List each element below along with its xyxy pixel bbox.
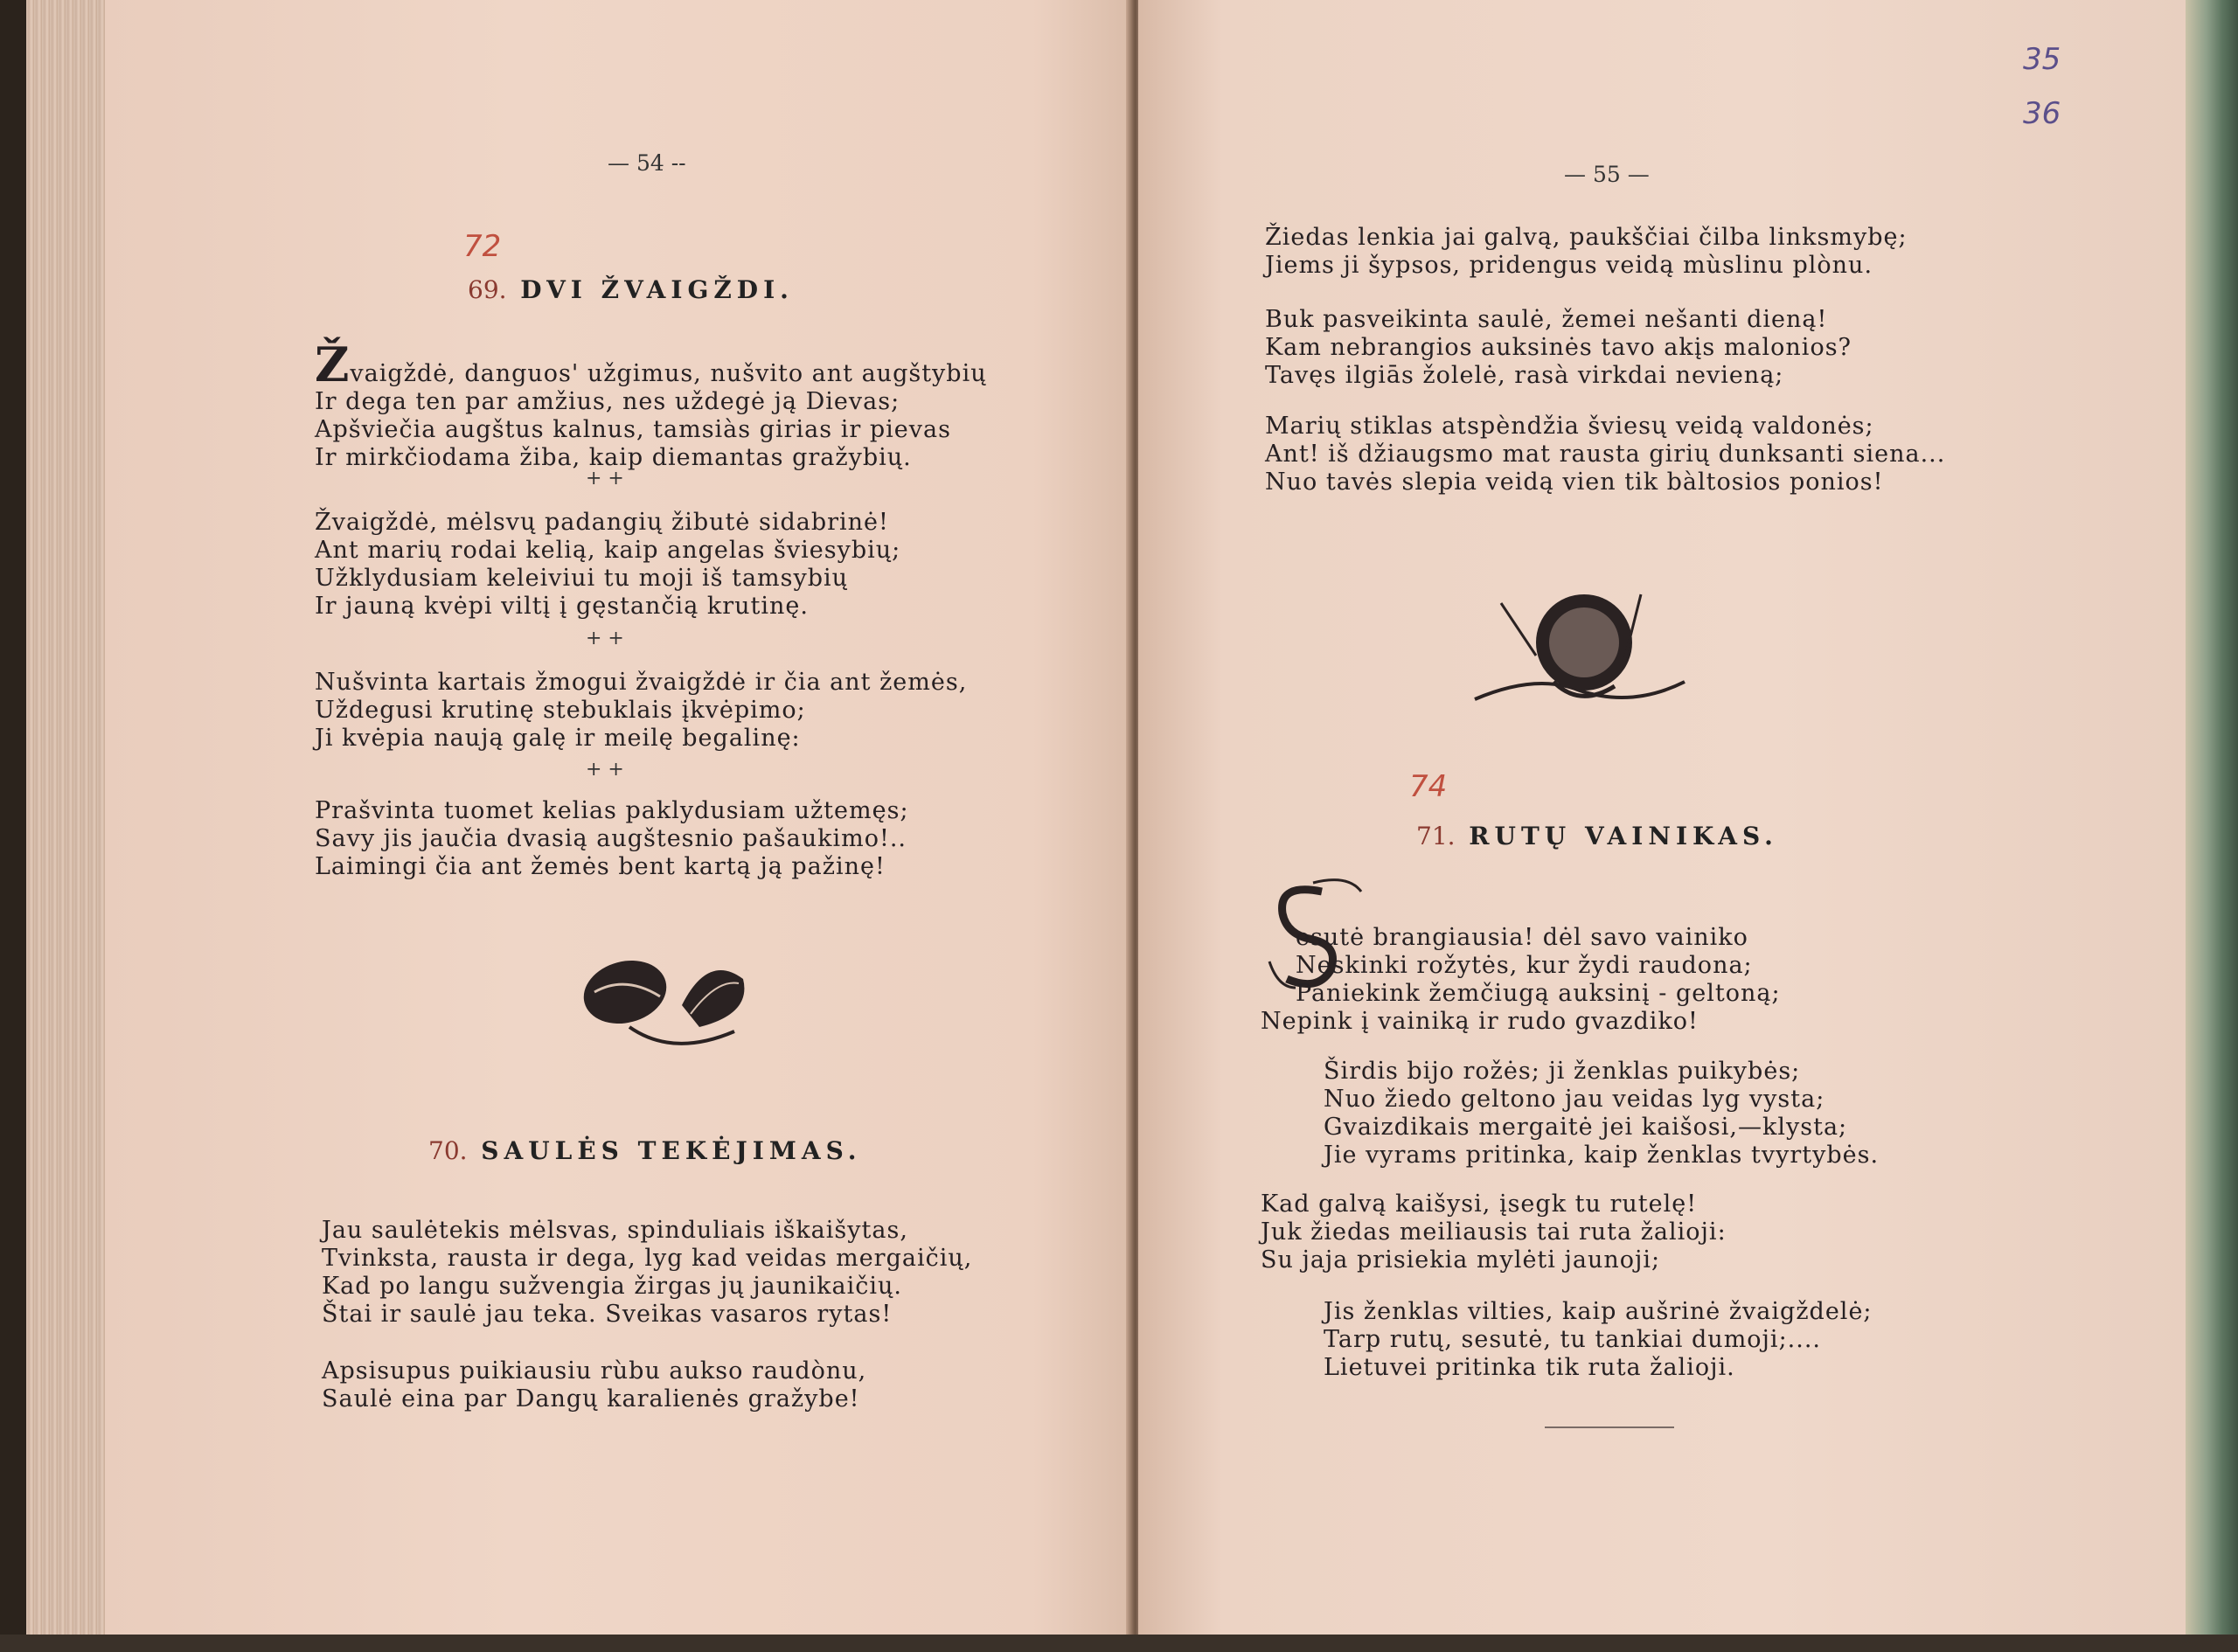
poem-number: 70.	[428, 1136, 468, 1165]
left-page	[105, 0, 1136, 1643]
stanza-line: Tarp rutų, sesutė, tu tankiai dumoji;....	[1324, 1326, 1821, 1353]
stanza-line: Ji kvėpia naują galę ir meilę begalinę:	[315, 725, 801, 752]
poem-title	[468, 275, 794, 304]
stanza	[322, 1217, 972, 1329]
stanza-line: Jie vyrams pritinka, kaip ženklas tvyrtybės.	[1324, 1142, 1880, 1169]
stanza-line: Ant marių rodai kelią, kaip angelas šviesybių;	[315, 537, 901, 564]
pencil-annotation: 74	[1409, 769, 1448, 804]
drop-cap: Ž	[315, 337, 351, 392]
stanza-line: Savy jis jaučia dvasią augštesnio pašaukimo!..	[315, 825, 907, 852]
stanza	[1265, 306, 1852, 390]
right-page	[1138, 0, 2187, 1643]
pencil-annotation: 72	[463, 229, 502, 264]
separator: + +	[586, 468, 624, 489]
stanza	[1265, 413, 1945, 496]
stanza	[315, 669, 967, 753]
separator: + +	[586, 759, 624, 781]
stanza-line: Jau saulėtekis mėlsvas, spinduliais iškaišytas,	[322, 1217, 908, 1244]
stanza-line: Širdis bijo rožės; ji ženklas puikybės;	[1324, 1058, 1801, 1085]
stanza-line: Nuo žiedo geltono jau veidas lyg vysta;	[1324, 1086, 1825, 1113]
stanza	[315, 797, 909, 881]
globe-vignette-icon	[1466, 577, 1693, 717]
stanza-line: Štai ir saulė jau teka. Sveikas vasaros rytas!	[322, 1301, 893, 1328]
stanza-line: Neskinki rožytės, kur žydi raudona;	[1296, 952, 1753, 979]
stanza: Žvaigždė, danguos' užgimus, nušvito ant augštybių Ir dega ten par amžius, nes uždegė ją Dievas; Apšviečia augštus kalnus, tamsiàs girias ir pievas Ir mirkčiodama žiba, kaip diemantas gražybių.	[315, 337, 987, 471]
stanza-line: Tvinksta, rausta ir dega, lyg kad veidas mergaičių,	[322, 1245, 973, 1272]
closing-rule	[1545, 1426, 1674, 1428]
poem-title-text: SAULĖS TEKĖJIMAS.	[481, 1136, 862, 1165]
stanza-line: Laimingi čia ant žemės bent kartą ją pažinę!	[315, 853, 886, 880]
stanza-line: Nepink į vainiką ir rudo gvazdiko!	[1261, 1008, 1699, 1035]
poem-number: 69.	[468, 275, 507, 304]
stanza-line: Jis ženklas vilties, kaip aušrinė žvaigždelė;	[1324, 1298, 1873, 1325]
poem-title	[428, 1136, 862, 1165]
stanza-line: Kam nebrangios auksinės tavo akįs malonios?	[1265, 334, 1852, 361]
stanza-line: Uždegusi krutinę stebuklais įkvėpimo;	[315, 697, 806, 724]
stanza-line: Jiems ji šypsos, pridengus veidą mùslinu plònu.	[1265, 252, 1873, 279]
stanza-line: Marių stiklas atspèndžia šviesų veidą valdonės;	[1265, 413, 1874, 440]
flower-vignette-icon	[577, 944, 761, 1058]
stanza-line: Nuo tavės slepia veidą vien tik bàltosios ponios!	[1265, 469, 1884, 496]
stanza	[1324, 1058, 1879, 1170]
stanza	[322, 1357, 866, 1413]
stanza-line: Kad galvą kaišysi, įsegk tu rutelę!	[1261, 1190, 1698, 1218]
book-cover-edge	[2186, 0, 2238, 1652]
stanza-line: Tavęs ilgiās žolelė, rasà virkdai nevieną;	[1265, 362, 1784, 389]
pencil-annotation: 35	[2023, 42, 2061, 77]
stanza: esutė brangiausia! dėl savo vainiko Neskinki rožytės, kur žydi raudona; Paniekink žemčiugą auksinį - geltoną; Nepink į vainiką ir rudo gvazdiko!	[1261, 924, 1781, 1035]
pencil-annotation: 36	[2023, 96, 2061, 131]
poem-title	[1416, 822, 1778, 850]
stanza-line: Ant! iš džiaugsmo mat rausta girių dunksanti siena...	[1265, 441, 1946, 468]
separator: + +	[586, 628, 624, 649]
stanza-line: Gvaizdikais mergaitė jei kaišosi,—klysta;	[1324, 1114, 1848, 1141]
stanza	[1324, 1298, 1873, 1382]
stanza-line: Paniekink žemčiugą auksinį - geltoną;	[1296, 980, 1781, 1007]
stanza-line: Apšviečia augštus kalnus, tamsiàs girias ir pievas	[315, 416, 951, 443]
stanza-line: Prašvinta tuomet kelias paklydusiam užtemęs;	[315, 797, 909, 824]
stanza	[1265, 224, 1908, 280]
stanza-line: Žiedas lenkia jai galvą, paukščiai čilba linksmybę;	[1265, 224, 1908, 251]
stanza-line: Ir mirkčiodama žiba, kaip diemantas gražybių.	[315, 444, 912, 471]
poem-title-text: RUTŲ VAINIKAS.	[1469, 822, 1778, 850]
stanza-line: Lietuvei pritinka tik ruta žalioji.	[1324, 1354, 1735, 1381]
stanza-line: Ir jauną kvėpi viltį į gęstančią krutinę.	[315, 593, 809, 620]
poem-number: 71.	[1416, 822, 1456, 850]
page-number: — 54 --	[608, 150, 686, 176]
book-cover-bottom	[0, 1635, 2238, 1652]
stanza-line: Žvaigždė, mėlsvų padangių žibutė sidabrinė!	[315, 509, 889, 536]
stanza	[1261, 1190, 1727, 1274]
page-number: — 55 —	[1564, 162, 1650, 187]
stanza-line: Ir dega ten par amžius, nes uždegė ją Dievas;	[315, 388, 900, 415]
stanza-line: Saulė eina par Dangų karalienės gražybe!	[322, 1385, 860, 1413]
stanza-line: Kad po langu sužvengia žirgas jų jaunikaičių.	[322, 1273, 902, 1300]
stanza-line: Su jaja prisiekia mylėti jaunoji;	[1261, 1246, 1661, 1274]
poem-title-text: DVI ŽVAIGŽDI.	[520, 275, 794, 304]
stanza-line: Užklydusiam keleiviui tu moji iš tamsybių	[315, 565, 849, 592]
stanza-line: Nušvinta kartais žmogui žvaigždė ir čia ant žemės,	[315, 669, 968, 696]
stanza	[315, 509, 900, 621]
stanza-line: Apsisupus puikiausiu rùbu aukso raudònu,	[322, 1357, 867, 1385]
stanza-line: Buk pasveikinta saulė, žemei nešanti dieną!	[1265, 306, 1828, 333]
page-edges	[26, 0, 107, 1643]
stanza-line: Juk žiedas meiliausis tai ruta žalioji:	[1261, 1218, 1727, 1246]
